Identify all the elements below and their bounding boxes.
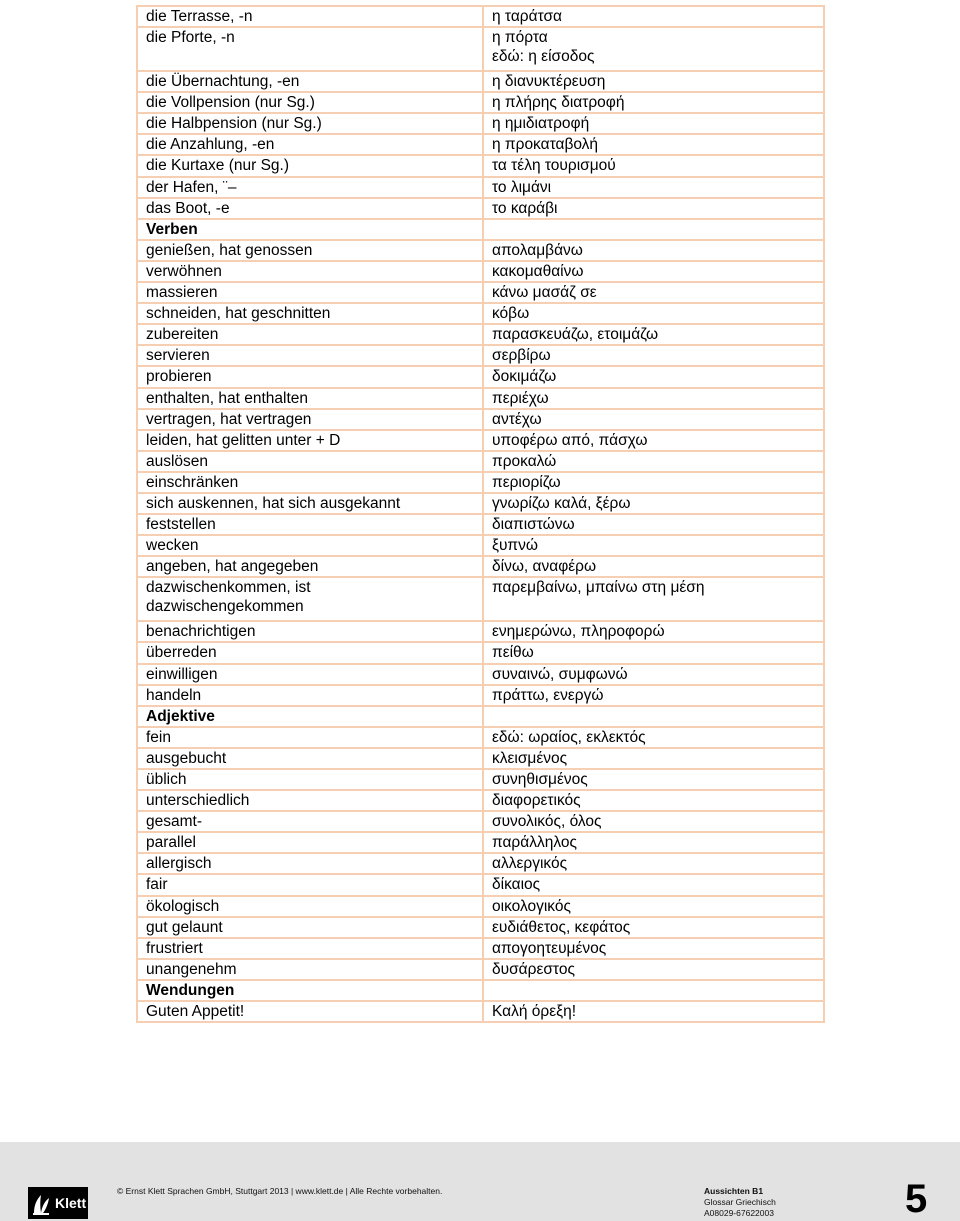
table-row (137, 664, 824, 685)
table-row (137, 324, 824, 345)
german-term: einwilligen (137, 664, 483, 685)
table-row (137, 92, 824, 113)
table-row (137, 198, 824, 219)
greek-translation: αντέχω (483, 409, 824, 430)
table-row (137, 917, 824, 938)
greek-translation: περιορίζω (483, 472, 824, 493)
greek-translation: Καλή όρεξη! (483, 1001, 824, 1022)
copyright-text: © Ernst Klett Sprachen GmbH, Stuttgart 2013 | www.klett.de | Alle Rechte vorbehalten. (117, 1186, 443, 1196)
glossary-body (137, 6, 824, 1022)
german-term: die Übernachtung, -en (137, 71, 483, 92)
table-row (137, 748, 824, 769)
greek-translation: τα τέλη τουρισμού (483, 155, 824, 176)
german-term: ökologisch (137, 896, 483, 917)
greek-translation (483, 706, 824, 727)
table-row (137, 177, 824, 198)
german-term: allergisch (137, 853, 483, 874)
german-term: probieren (137, 366, 483, 387)
table-row (137, 388, 824, 409)
greek-translation: συνολικός, όλος (483, 811, 824, 832)
glossary-table (136, 5, 825, 1023)
logo-text: Klett (55, 1195, 87, 1211)
greek-translation: η πόρτα εδώ: η είσοδος (483, 27, 824, 71)
german-term: wecken (137, 535, 483, 556)
table-row (137, 874, 824, 895)
german-term: einschränken (137, 472, 483, 493)
german-term: servieren (137, 345, 483, 366)
greek-translation: παρασκευάζω, ετοιμάζω (483, 324, 824, 345)
table-row (137, 472, 824, 493)
table-row (137, 493, 824, 514)
section-heading: Verben (137, 219, 483, 240)
greek-translation: κακομαθαίνω (483, 261, 824, 282)
table-row (137, 303, 824, 324)
greek-translation: η προκαταβολή (483, 134, 824, 155)
greek-translation: το καράβι (483, 198, 824, 219)
greek-translation: γνωρίζω καλά, ξέρω (483, 493, 824, 514)
greek-translation: σερβίρω (483, 345, 824, 366)
german-term: genießen, hat genossen (137, 240, 483, 261)
german-term: feststellen (137, 514, 483, 535)
german-term: schneiden, hat geschnitten (137, 303, 483, 324)
book-info (704, 1186, 776, 1219)
greek-translation: απογοητευμένος (483, 938, 824, 959)
table-row (137, 1001, 824, 1022)
greek-translation: η ημιδιατροφή (483, 113, 824, 134)
german-term: auslösen (137, 451, 483, 472)
german-term: überreden (137, 642, 483, 663)
greek-translation: δίκαιος (483, 874, 824, 895)
table-row (137, 261, 824, 282)
table-row (137, 451, 824, 472)
greek-translation (483, 980, 824, 1001)
klett-leaf-icon (28, 1187, 54, 1219)
german-term: die Kurtaxe (nur Sg.) (137, 155, 483, 176)
table-row (137, 896, 824, 917)
greek-translation: προκαλώ (483, 451, 824, 472)
table-row (137, 282, 824, 303)
german-term: zubereiten (137, 324, 483, 345)
table-row (137, 430, 824, 451)
german-term: der Hafen, ¨– (137, 177, 483, 198)
table-row (137, 832, 824, 853)
greek-translation: οικολογικός (483, 896, 824, 917)
german-term: die Pforte, -n (137, 27, 483, 71)
german-term: die Terrasse, -n (137, 6, 483, 27)
greek-translation: διαφορετικός (483, 790, 824, 811)
german-term: Guten Appetit! (137, 1001, 483, 1022)
section-heading: Adjektive (137, 706, 483, 727)
table-row (137, 155, 824, 176)
book-title: Aussichten B1 (704, 1186, 764, 1196)
greek-translation: υποφέρω από, πάσχω (483, 430, 824, 451)
table-row (137, 113, 824, 134)
greek-translation: διαπιστώνω (483, 514, 824, 535)
book-subtitle: Glossar Griechisch (704, 1197, 776, 1207)
book-code: A08029-67622003 (704, 1208, 774, 1218)
german-term: dazwischenkommen, ist dazwischengekommen (137, 577, 483, 621)
german-term: vertragen, hat vertragen (137, 409, 483, 430)
german-term: enthalten, hat enthalten (137, 388, 483, 409)
greek-translation: η ταράτσα (483, 6, 824, 27)
section-heading: Wendungen (137, 980, 483, 1001)
greek-translation: δίνω, αναφέρω (483, 556, 824, 577)
greek-translation: κόβω (483, 303, 824, 324)
greek-translation: αλλεργικός (483, 853, 824, 874)
table-row (137, 27, 824, 71)
greek-translation: δοκιμάζω (483, 366, 824, 387)
greek-translation: παρεμβαίνω, μπαίνω στη μέση (483, 577, 824, 621)
german-term: massieren (137, 282, 483, 303)
table-row (137, 769, 824, 790)
section-heading-row (137, 706, 824, 727)
table-row (137, 345, 824, 366)
german-term: handeln (137, 685, 483, 706)
german-term: gesamt- (137, 811, 483, 832)
table-row (137, 727, 824, 748)
german-term: leiden, hat gelitten unter + D (137, 430, 483, 451)
german-term: sich auskennen, hat sich ausgekannt (137, 493, 483, 514)
section-heading-row (137, 980, 824, 1001)
table-row (137, 514, 824, 535)
greek-translation: η διανυκτέρευση (483, 71, 824, 92)
table-row (137, 853, 824, 874)
greek-translation: πείθω (483, 642, 824, 663)
greek-translation: εδώ: ωραίος, εκλεκτός (483, 727, 824, 748)
table-row (137, 790, 824, 811)
table-row (137, 366, 824, 387)
german-term: die Halbpension (nur Sg.) (137, 113, 483, 134)
table-row (137, 6, 824, 27)
german-term: frustriert (137, 938, 483, 959)
german-term: üblich (137, 769, 483, 790)
german-term: ausgebucht (137, 748, 483, 769)
german-term: fair (137, 874, 483, 895)
table-row (137, 577, 824, 621)
german-term: verwöhnen (137, 261, 483, 282)
table-row (137, 240, 824, 261)
german-term: gut gelaunt (137, 917, 483, 938)
greek-translation: συνηθισμένος (483, 769, 824, 790)
greek-translation: το λιμάνι (483, 177, 824, 198)
page-number: 5 (905, 1177, 928, 1221)
table-row (137, 959, 824, 980)
german-term: angeben, hat angegeben (137, 556, 483, 577)
table-row (137, 621, 824, 642)
greek-translation: η πλήρης διατροφή (483, 92, 824, 113)
greek-translation: πράττω, ενεργώ (483, 685, 824, 706)
german-term: parallel (137, 832, 483, 853)
greek-translation: ξυπνώ (483, 535, 824, 556)
table-row (137, 556, 824, 577)
german-term: die Vollpension (nur Sg.) (137, 92, 483, 113)
german-term: unangenehm (137, 959, 483, 980)
greek-translation: δυσάρεστος (483, 959, 824, 980)
table-row (137, 811, 824, 832)
table-row (137, 134, 824, 155)
table-row (137, 535, 824, 556)
table-row (137, 71, 824, 92)
section-heading-row (137, 219, 824, 240)
greek-translation: κλεισμένος (483, 748, 824, 769)
german-term: fein (137, 727, 483, 748)
german-term: benachrichtigen (137, 621, 483, 642)
footer-bar (0, 1142, 960, 1221)
greek-translation: απολαμβάνω (483, 240, 824, 261)
greek-translation: ευδιάθετος, κεφάτος (483, 917, 824, 938)
table-row (137, 685, 824, 706)
german-term: die Anzahlung, -en (137, 134, 483, 155)
greek-translation: ενημερώνω, πληροφορώ (483, 621, 824, 642)
table-row (137, 409, 824, 430)
table-row (137, 642, 824, 663)
greek-translation: κάνω μασάζ σε (483, 282, 824, 303)
greek-translation: περιέχω (483, 388, 824, 409)
klett-logo (28, 1187, 88, 1219)
table-row (137, 938, 824, 959)
german-term: unterschiedlich (137, 790, 483, 811)
greek-translation: παράλληλος (483, 832, 824, 853)
greek-translation: συναινώ, συμφωνώ (483, 664, 824, 685)
greek-translation (483, 219, 824, 240)
german-term: das Boot, -e (137, 198, 483, 219)
